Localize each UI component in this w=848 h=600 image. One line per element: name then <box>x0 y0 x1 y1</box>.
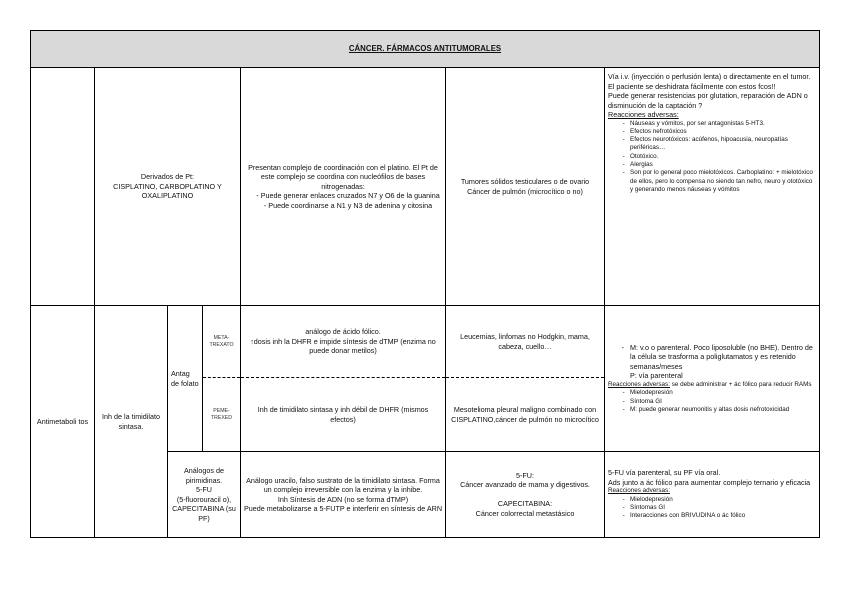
text-line: - M: v.o o parenteral. Poco liposoluble (no BHE). Dentro de la célula se trasforma a poliglutamatos y es retenido semanas/meses <box>630 342 813 371</box>
folate-notes-list <box>608 343 816 381</box>
list-item: - Interacciones con BRIVUDINA o ác fólico <box>630 512 816 520</box>
text-line: Análogos de pirimidinas. <box>184 466 224 485</box>
list-item: - Náuseas y vómitos, por ser antagonistas 5-HT3. <box>630 120 816 128</box>
platino-adverse-list <box>608 120 816 195</box>
text-line: PEME- <box>213 407 230 414</box>
text-line: (5-fluorouracil o), <box>176 494 232 504</box>
platino-group-cell <box>95 68 241 306</box>
text-line: Análogo uracilo, falso sustrato de la timidilato sintasa. Forma un complejo irreversible con la enzima y la inhibe. <box>246 475 440 494</box>
text-line: análogo de ácido fólico. <box>305 327 381 337</box>
table-row-metotrexato <box>31 306 820 378</box>
platino-uses-cell <box>446 68 605 306</box>
text-line: 5-FU <box>196 485 212 494</box>
platino-mechanism-list <box>244 191 442 210</box>
text-line: CAPECITABINA: <box>497 499 553 509</box>
platino-mechanism-intro: Presentan complejo de coordinación con el platino. El Pt de este complejo se coordina con nucleófilos de bases nitrogenadas: <box>248 162 438 191</box>
pirimidinas-name <box>171 466 237 523</box>
pemetrexed-uses: Mesotelioma pleural maligno combinado con CISPLATINO,cáncer de pulmón no microcítico <box>451 405 599 424</box>
table-title: CÁNCER. FÁRMACOS ANTITUMORALES <box>348 43 502 53</box>
text-line: META- <box>213 334 230 341</box>
metotrexato-name <box>206 335 237 349</box>
text-line: Puede metabolizarse a 5-FUTP e interferir en síntesis de ARN <box>244 504 443 513</box>
pirimidinas-name-cell <box>168 452 241 538</box>
list-item: - Mielodepresión <box>630 389 816 397</box>
text-line: Cáncer de pulmón (microcítico o no) <box>467 186 583 196</box>
folate-notes-cell <box>605 306 820 452</box>
list-item: - Puede coordinarse a N1 y N3 de adenina y citosina <box>254 201 442 211</box>
text-line: Derivados de Pt: <box>140 172 195 182</box>
text-line: Cáncer colorrectal metastásico <box>475 508 575 518</box>
list-item <box>630 343 816 381</box>
title-row <box>31 31 820 68</box>
pirimidinas-note-1: 5-FU vía parenteral, su PF vía oral. <box>608 468 721 478</box>
text-line: CISPLATINO, CARBOPLATINO Y OXALIPLATINO <box>113 181 222 201</box>
metotrexato-uses-cell <box>446 306 605 378</box>
text-line: Cáncer avanzado de mama y digestivos. <box>460 480 590 490</box>
pirimidinas-note-2: Ads junto a ác fólico para aumentar complejo ternario y eficacia <box>608 477 811 487</box>
text-line: ↑dosis inh la DHFR e impide síntesis de dTMP (enzima no puede donar metilos) <box>250 336 436 356</box>
text-line: TREXATO <box>209 341 234 348</box>
pirimidinas-adverse-list <box>608 496 816 521</box>
antitumor-drugs-table <box>30 30 820 538</box>
antimetabolitos-label: Antimetaboli tos <box>36 416 89 426</box>
metotrexato-mechanism-cell <box>241 306 446 378</box>
platino-uses <box>449 177 601 196</box>
list-item: - Efectos neurotóxicos: acúfenos, hipoacusia, neuropatías periféricas… <box>630 136 816 153</box>
metotrexato-mechanism <box>244 327 442 356</box>
folate-adverse-paragraph <box>608 381 816 389</box>
title-cell <box>31 31 820 68</box>
list-item: - Son por lo general poco mielotóxicos. Carboplatino: + mielotóxico de ellos, pero lo compensa no siendo tan nefro, neuro y ototóxico y generando menos náuseas y vómitos <box>630 169 816 194</box>
text-line: Inh Síntesis de ADN (no se forma dTMP) <box>277 494 409 504</box>
pemetrexed-name-cell <box>203 378 241 452</box>
pirimidinas-uses <box>449 471 601 519</box>
list-item: - Puede generar enlaces cruzados N7 y O6 de la guanina <box>254 191 442 201</box>
antag-folato-cell <box>168 306 203 452</box>
timidilato-label: Inh de la timidilato sintasa. <box>102 412 160 431</box>
list-item: - Alergias <box>630 161 816 169</box>
antag-folato-label: Antag de folato <box>171 369 199 388</box>
platino-group-label <box>98 172 237 201</box>
text-line: 5-FU: <box>516 470 534 480</box>
platino-note-1: Vía i.v. (inyección o perfusión lenta) o directamente en el tumor. <box>608 72 811 81</box>
text-line: P: vía parenteral <box>630 371 683 381</box>
folate-adverse-rest: se debe administrar + ác fólico para reducir RAMs <box>669 380 812 388</box>
folate-adverse-title: Reacciones adversas: <box>608 380 670 388</box>
metotrexato-uses: Leucemias, linfomas no Hodgkin, mama, cabeza, cuello… <box>460 332 590 351</box>
text-line: CAPECITABINA (su PF) <box>172 504 236 523</box>
pemetrexed-mechanism: Inh de timidilato sintasa y inh débil de DHFR (mismos efectos) <box>257 405 429 424</box>
antimetabolitos-cell <box>31 306 95 538</box>
text-line: Tumores sólidos testiculares o de ovario <box>460 177 590 186</box>
platino-note-3: Puede generar resistencias por glutation, reparación de ADN o disminución de la captación ? <box>608 91 808 110</box>
pemetrexed-name <box>206 408 237 422</box>
pirimidinas-mechanism <box>244 476 442 514</box>
list-item: - Ototóxico. <box>630 153 816 161</box>
list-item: - M: puede generar neumonitis y altas dosis nefrotoxicidad <box>630 406 816 414</box>
platino-notes-cell <box>605 68 820 306</box>
empty-category-cell <box>31 68 95 306</box>
pemetrexed-mechanism-cell <box>241 378 446 452</box>
text-line: TREXED <box>210 414 233 421</box>
pirimidinas-uses-cell <box>446 452 605 538</box>
timidilato-cell <box>95 306 168 538</box>
list-item: - Efectos nefrotóxicos <box>630 128 816 136</box>
list-item: - Síntoma GI <box>630 398 816 406</box>
folate-adverse-list <box>608 389 816 414</box>
platino-mechanism-cell <box>241 68 446 306</box>
pirimidinas-mechanism-cell <box>241 452 446 538</box>
platino-adverse-title: Reacciones adversas: <box>608 110 679 119</box>
metotrexato-name-cell <box>203 306 241 378</box>
platino-note-2: El paciente se deshidrata fácilmente con estos fcos!! <box>608 81 776 91</box>
table-row-platino <box>31 68 820 306</box>
text-line <box>449 490 601 500</box>
pemetrexed-uses-cell <box>446 378 605 452</box>
pirimidinas-notes-cell <box>605 452 820 538</box>
list-item: - Mielodepresión <box>630 496 816 504</box>
list-item: - Síntomas GI <box>630 504 816 512</box>
pirimidinas-adverse-title: Reacciones adversas: <box>608 487 670 495</box>
